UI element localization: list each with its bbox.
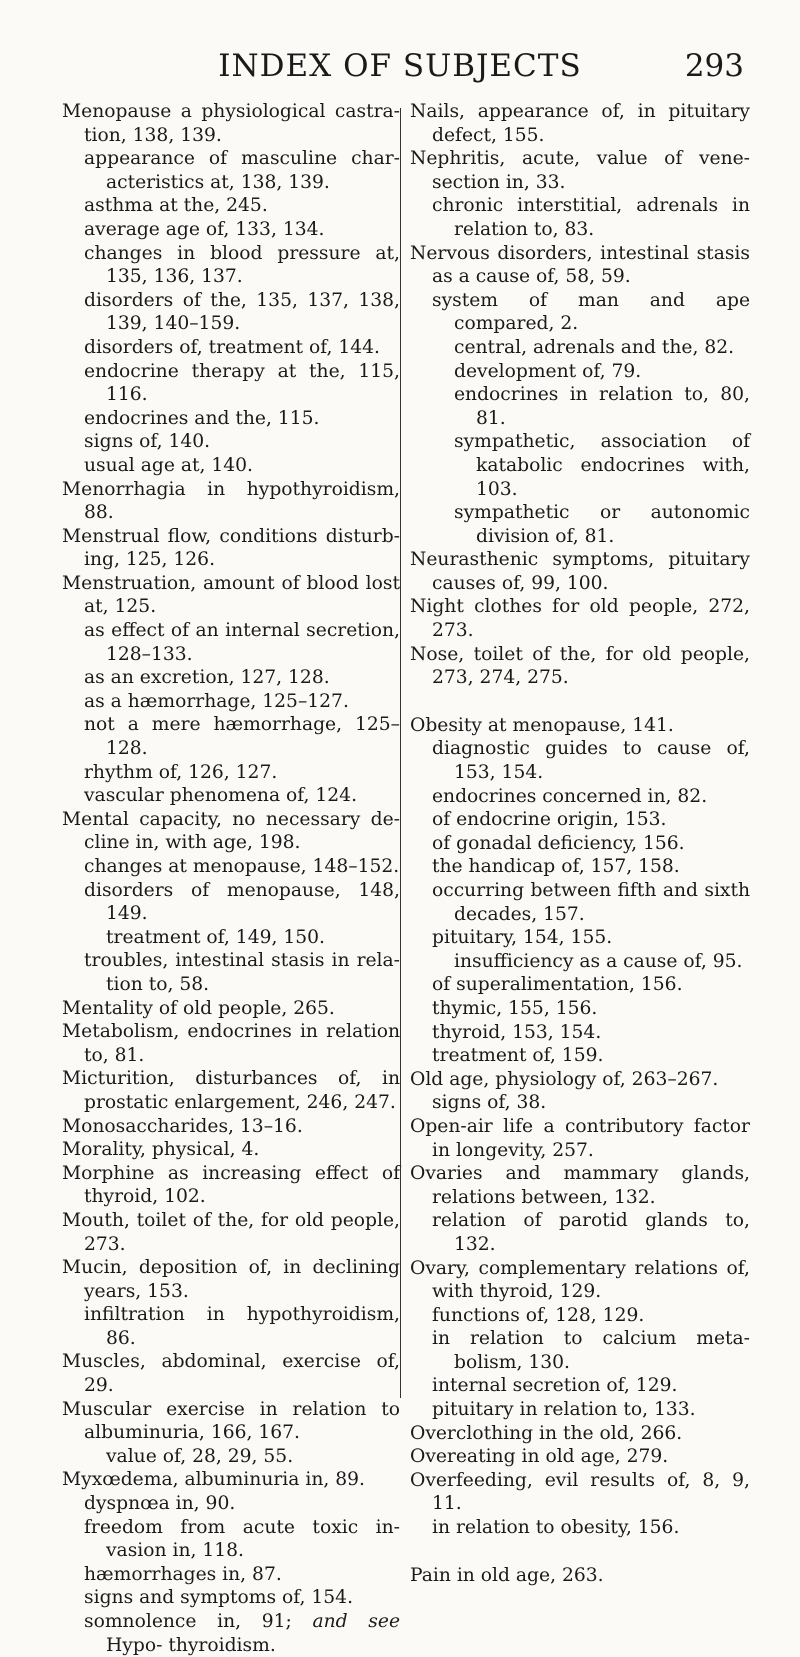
index-heading-entry: Mouth, toilet of the, for old people, 273.	[62, 1209, 400, 1255]
index-subentry: in relation to obesity, 156.	[432, 1517, 680, 1539]
index-subentry: as a hæmorrhage, 125–127.	[84, 690, 349, 712]
running-title: INDEX OF SUBJECTS	[218, 48, 582, 84]
index-heading-entry: Overfeeding, evil results of, 8, 9, 11.	[410, 1469, 750, 1515]
index-subentry: internal secretion of, 129.	[432, 1375, 678, 1397]
index-subentry: endocrines concerned in, 82.	[432, 785, 708, 807]
index-heading-entry: Morality, physical, 4.	[62, 1139, 260, 1161]
index-column-right	[410, 100, 750, 1587]
index-heading-entry: Ovaries and mammary glands, relations between, 132.	[410, 1163, 750, 1208]
index-heading-entry: Nose, toilet of the, for old people, 273, 274, 275.	[410, 643, 750, 689]
index-heading-entry: Menstrual flow, conditions disturb- ing, 125, 126.	[62, 525, 400, 571]
index-subentry: development of, 79.	[454, 360, 642, 382]
section-gap	[410, 1540, 750, 1564]
page-number: 293	[684, 48, 744, 84]
index-subentry: of gonadal deficiency, 156.	[432, 832, 685, 854]
index-heading-entry: Menopause a physiological castra- tion, 138, 139.	[62, 101, 400, 146]
index-subentry: thyroid, 153, 154.	[432, 1021, 602, 1043]
index-subentry: disorders of the, 135, 137, 138, 139, 140–159.	[84, 289, 400, 335]
index-subentry: vascular phenomena of, 124.	[84, 785, 358, 807]
index-subentry: treatment of, 149, 150.	[106, 926, 325, 948]
index-subentry: not a mere hæmorrhage, 125–128.	[84, 714, 400, 760]
index-subentry: disorders of menopause, 148, 149.	[84, 879, 400, 925]
index-heading-entry: Night clothes for old people, 272, 273.	[410, 596, 750, 642]
index-heading-entry: Mentality of old people, 265.	[62, 997, 335, 1019]
index-subentry: disorders of, treatment of, 144.	[84, 336, 380, 358]
index-heading-entry: Monosaccharides, 13–16.	[62, 1115, 303, 1137]
index-subentry: average age of, 133, 134.	[84, 218, 325, 240]
section-gap	[410, 690, 750, 714]
index-heading-entry: Ovary, complementary relations of, with thyroid, 129.	[410, 1257, 750, 1303]
index-subentry: changes in blood pressure at, 135, 136, 137.	[84, 242, 400, 288]
index-subentry: hæmorrhages in, 87.	[84, 1563, 282, 1585]
index-heading-entry: Old age, physiology of, 263–267.	[410, 1068, 719, 1090]
index-subentry: pituitary, 154, 155.	[432, 927, 613, 949]
index-heading-entry: Overclothing in the old, 266.	[410, 1422, 683, 1444]
index-heading-entry: Mucin, deposition of, in declining years, 153.	[62, 1257, 400, 1302]
index-subentry: functions of, 128, 129.	[432, 1304, 645, 1326]
index-subentry: appearance of masculine char- acteristics at, 138, 139.	[84, 148, 400, 193]
index-subentry: system of man and ape compared, 2.	[432, 289, 750, 335]
index-subentry: signs and symptoms of, 154.	[84, 1587, 354, 1609]
index-subentry: infiltration in hypothyroidism, 86.	[84, 1304, 400, 1349]
index-heading-entry: Myxœdema, albuminuria in, 89.	[62, 1469, 365, 1491]
index-heading-entry: Muscular exercise in relation to albuminuria, 166, 167.	[62, 1398, 400, 1444]
index-subentry: diagnostic guides to cause of, 153, 154.	[432, 738, 750, 784]
index-subentry: signs of, 38.	[432, 1092, 547, 1114]
index-heading-entry: Obesity at menopause, 141.	[410, 714, 674, 736]
index-column-left	[62, 100, 400, 1657]
index-heading-entry: Micturition, disturbances of, in prostatic enlargement, 246, 247.	[62, 1068, 400, 1113]
index-subentry: sympathetic, association of katabolic endocrines with, 103.	[454, 431, 750, 500]
index-subentry: of endocrine origin, 153.	[432, 809, 667, 831]
index-heading-entry: Mental capacity, no necessary de- cline in, with age, 198.	[62, 808, 400, 854]
index-heading-entry: Menstruation, amount of blood lost at, 125.	[62, 572, 400, 618]
index-heading-entry: Nephritis, acute, value of vene- section in, 33.	[410, 148, 750, 193]
index-subentry: relation of parotid glands to, 132.	[432, 1210, 750, 1255]
index-subentry: of superalimentation, 156.	[432, 974, 683, 996]
index-subentry: rhythm of, 126, 127.	[84, 761, 278, 783]
index-subentry: thymic, 155, 156.	[432, 997, 598, 1019]
index-subentry: endocrines and the, 115.	[84, 407, 320, 429]
index-subentry: troubles, intestinal stasis in rela- tion to, 58.	[84, 950, 400, 995]
index-subentry: endocrines in relation to, 80, 81.	[454, 384, 750, 429]
index-heading-entry: Morphine as increasing effect of thyroid, 102.	[62, 1162, 400, 1208]
index-subentry: central, adrenals and the, 82.	[454, 336, 735, 358]
index-heading-entry: Menorrhagia in hypothyroidism, 88.	[62, 478, 400, 524]
index-heading-entry: Neurasthenic symptoms, pituitary causes of, 99, 100.	[410, 549, 750, 594]
index-heading-entry: Muscles, abdominal, exercise of, 29.	[62, 1351, 400, 1397]
column-divider	[400, 108, 401, 1398]
index-subentry: signs of, 140.	[84, 431, 211, 453]
index-subentry: usual age at, 140.	[84, 454, 253, 476]
index-heading-entry: Pain in old age, 263.	[410, 1564, 604, 1586]
see-also-marker: and see	[312, 1611, 400, 1632]
index-subentry: pituitary in relation to, 133.	[432, 1399, 696, 1421]
index-heading-entry: Nails, appearance of, in pituitary defect, 155.	[410, 101, 750, 146]
index-subentry: treatment of, 159.	[432, 1045, 604, 1067]
index-subentry: asthma at the, 245.	[84, 195, 268, 217]
index-subentry: sympathetic or autonomic division of, 81.	[454, 502, 750, 547]
index-subentry: occurring between fifth and sixth decades, 157.	[432, 880, 750, 925]
index-subentry: somnolence in, 91; and see Hypo- thyroidism.	[84, 1611, 400, 1656]
index-subentry: the handicap of, 157, 158.	[432, 856, 680, 878]
index-subentry: chronic interstitial, adrenals in relation to, 83.	[432, 195, 750, 240]
index-subentry: endocrine therapy at the, 115, 116.	[84, 360, 400, 406]
index-heading-entry: Metabolism, endocrines in relation to, 81.	[62, 1021, 400, 1066]
index-subentry: changes at menopause, 148–152.	[84, 856, 400, 877]
index-subentry: in relation to calcium meta- bolism, 130.	[432, 1328, 750, 1373]
see-also-target: Hypo- thyroidism.	[106, 1634, 276, 1656]
page-header	[0, 48, 800, 88]
index-subentry: insufficiency as a cause of, 95.	[454, 950, 743, 972]
index-heading-entry: Open-air life a contributory factor in longevity, 257.	[410, 1115, 750, 1161]
index-subentry: freedom from acute toxic in- vasion in, 118.	[84, 1516, 400, 1562]
index-subentry: dyspnœa in, 90.	[84, 1493, 236, 1515]
index-heading-entry: Overeating in old age, 279.	[410, 1446, 669, 1468]
index-subentry: as an excretion, 127, 128.	[84, 667, 330, 689]
index-subentry: value of, 28, 29, 55.	[106, 1445, 294, 1467]
index-heading-entry: Nervous disorders, intestinal stasis as a cause of, 58, 59.	[410, 242, 750, 288]
index-subentry: as effect of an internal secretion, 128–133.	[84, 620, 400, 665]
